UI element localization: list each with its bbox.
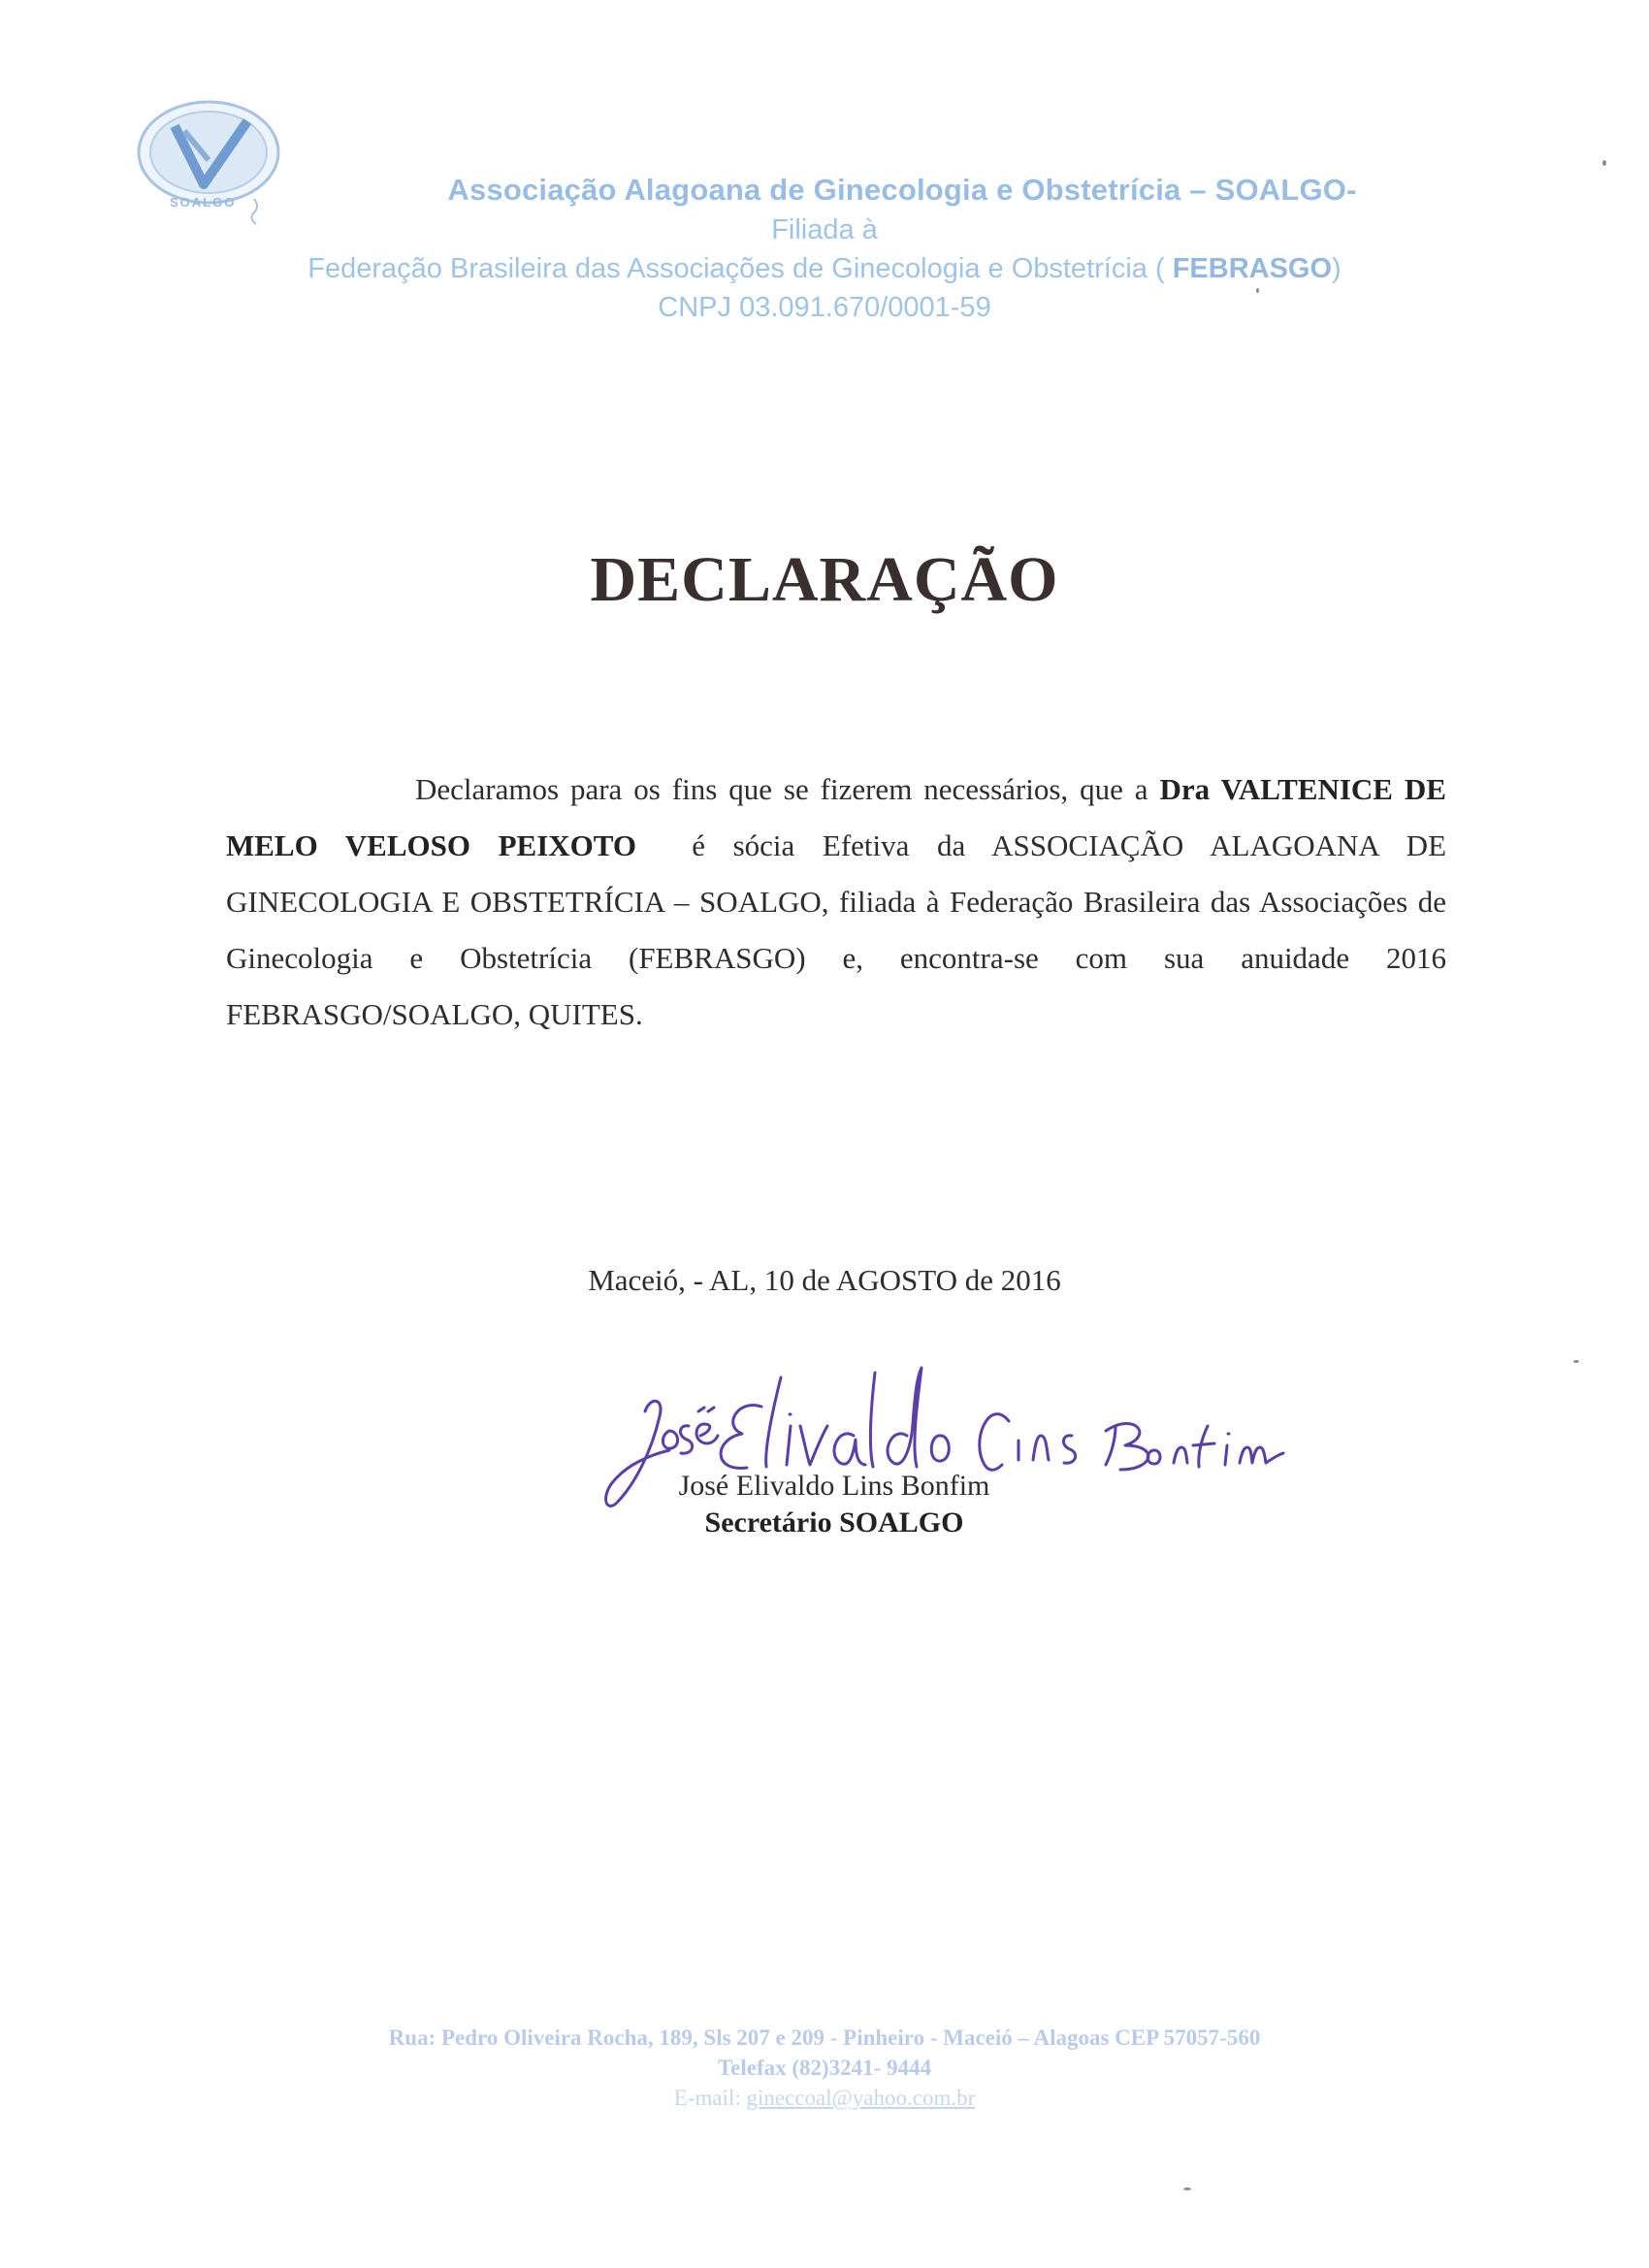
signer-name: José Elivaldo Lins Bonfim bbox=[678, 1470, 990, 1502]
letterhead bbox=[194, 170, 1455, 327]
organization-name: Associação Alagoana de Ginecologia e Obstetrícia – SOALGO- bbox=[447, 173, 1357, 207]
speck bbox=[1183, 2187, 1191, 2190]
federation-suffix: ) bbox=[1332, 253, 1342, 284]
cnpj-text: CNPJ 03.091.670/0001-59 bbox=[658, 292, 991, 323]
affiliation-text: Filiada à bbox=[771, 214, 878, 245]
body-intro: Declaramos para os fins que se fizerem necessários, que a bbox=[415, 772, 1148, 806]
speck bbox=[1602, 160, 1606, 166]
federation-acronym: FEBRASGO bbox=[1172, 253, 1333, 284]
speck bbox=[1256, 288, 1259, 293]
document-title: DECLARAÇÃO bbox=[590, 544, 1059, 615]
footer-email-link[interactable]: gineccoal@yahoo.com.br bbox=[746, 2086, 976, 2110]
footer-address: Rua: Pedro Oliveira Rocha, 189, Sls 207 e 209 - Pinheiro - Maceió – Alagoas CEP 57057-560 bbox=[388, 2025, 1261, 2050]
federation-line bbox=[194, 249, 1455, 288]
member-name: Dra VALTENICE DE MELO VELOSO PEIXOTO bbox=[226, 772, 1446, 862]
signer-role: Secretário SOALGO bbox=[704, 1507, 964, 1539]
logo-text: SOALGO bbox=[170, 195, 237, 210]
speck bbox=[1573, 1360, 1579, 1363]
signature-handwritten-text: José Elivaldo Lins Bonfim bbox=[592, 1358, 602, 1359]
federation-prefix: Federação Brasileira das Associações de Ginecologia e Obstetrícia ( bbox=[307, 253, 1165, 284]
footer-email-line bbox=[0, 2083, 1649, 2113]
body-rest: é sócia Efetiva da ASSOCIAÇÃO ALAGOANA DE GINECOLOGIA E OBSTETRÍCIA – SOALGO, filiada à Federação Brasileira das Associações de Ginecologia e Obstetrícia (FEBRASGO) e, encontra-se com sua anuidade 2016 FEBRASGO/SOALGO, QUITES. bbox=[226, 828, 1447, 1031]
letterhead-footer bbox=[0, 2023, 1649, 2113]
declaration-body bbox=[226, 761, 1446, 1043]
place-and-date: Maceió, - AL, 10 de AGOSTO de 2016 bbox=[588, 1263, 1061, 1297]
footer-phone: Telefax (82)3241- 9444 bbox=[717, 2056, 932, 2080]
footer-email-label: E-mail: bbox=[673, 2086, 741, 2110]
